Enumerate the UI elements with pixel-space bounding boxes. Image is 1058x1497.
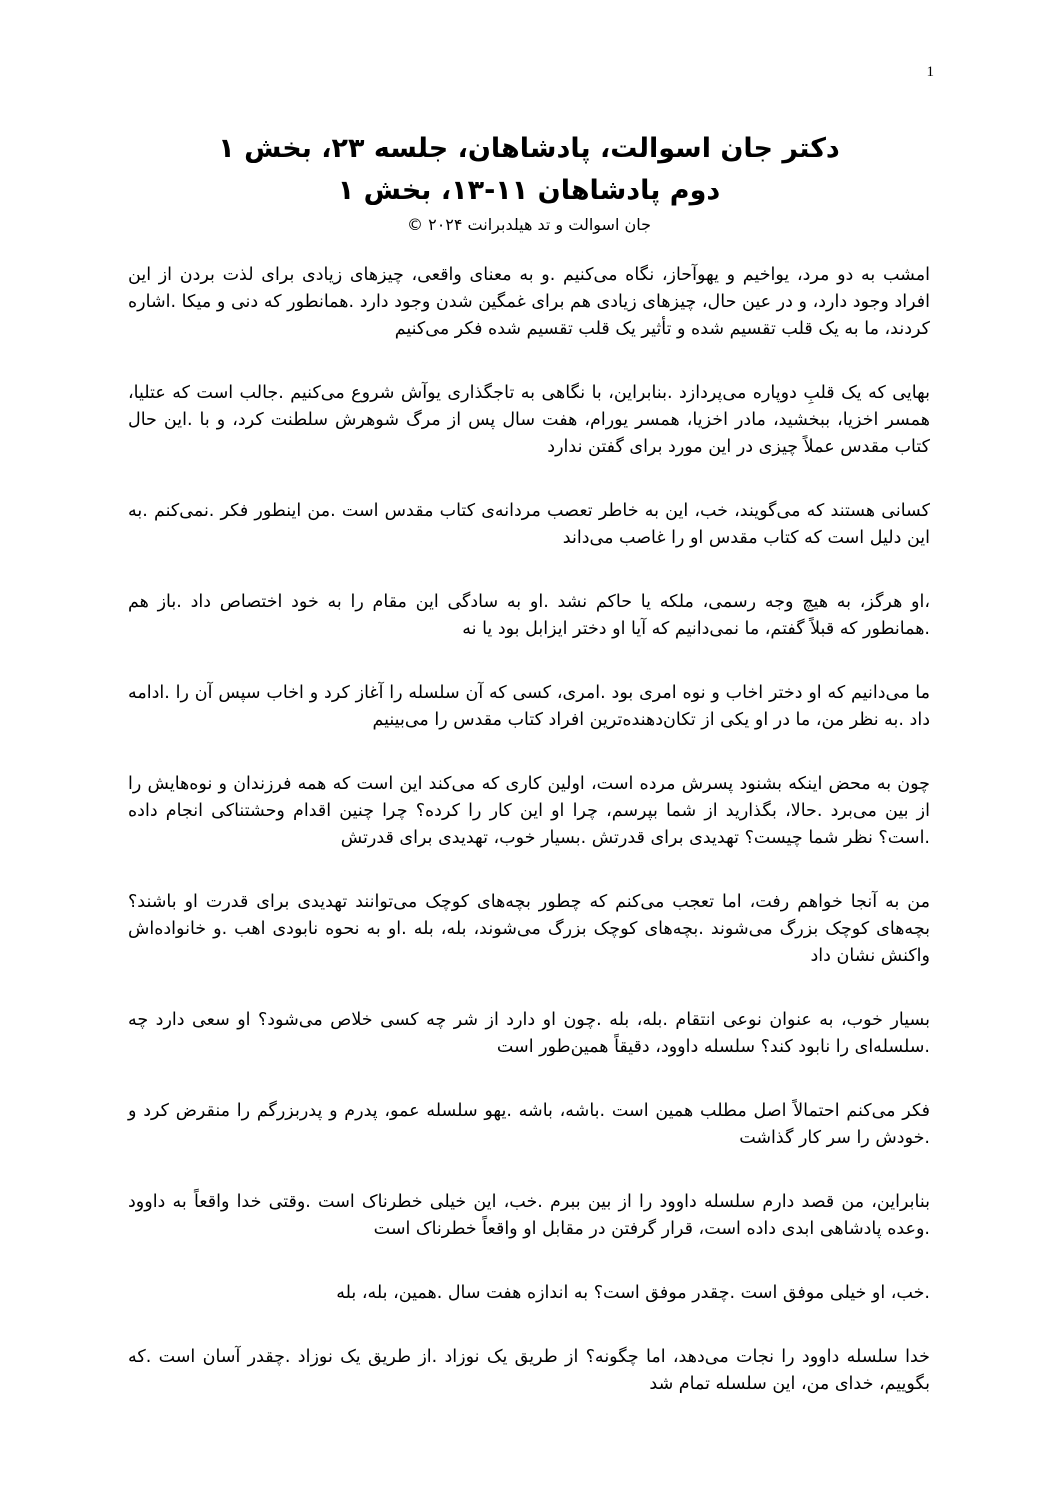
paragraph-10: بنابراین، من قصد دارم سلسله داوود را از بین ببرم .خب، این خیلی خطرناک است .وقتی خدا واقعاً به داوود .وعده پادشاهی ابدی داده است، قرار گرفتن در مقابل او واقعاً خطرناک است xyxy=(128,1192,930,1239)
paragraph-1: امشب به دو مرد، یواخیم و یهوآحاز، نگاه می‌کنیم .و به معنای واقعی، چیزهای زیادی برای لذت بردن از این افراد وجود دارد، و در عین حال، چیزهای زیادی هم برای غمگین شدن وجود دارد .همانطور که دنی و میکا .اشاره کردند، ما به یک قلب تقسیم شده و تأثیر یک قلب تقسیم شده فکر می‌کنیم xyxy=(128,265,930,339)
body-text xyxy=(128,262,930,1435)
paragraph-6: چون به محض اینکه بشنود پسرش مرده است، اولین کاری که می‌کند این است که همه فرزندان و نوه‌هایش را از بین می‌برد .حالا، بگذارید از شما بپرسم، چرا او این کار را کرده؟ چرا چنین اقدام وحشتناکی انجام داده .است؟ نظر شما چیست؟ تهدیدی برای قدرتش .بسیار خوب، تهدیدی برای قدرتش xyxy=(128,774,930,848)
page-number: 1 xyxy=(926,64,934,80)
document-title-line-2: دوم پادشاهان ۱۱-۱۳، بخش ۱ xyxy=(337,175,721,206)
document-title-line-1: دکتر جان اسوالت، پادشاهان، جلسه ۲۳، بخش ۱ xyxy=(218,133,840,164)
paragraph-3: کسانی هستند که می‌گویند، خب، این به خاطر تعصب مردانه‌ی کتاب مقدس است .من اینطور فکر .نمی‌کنم .به این دلیل است که کتاب مقدس او را غاصب می‌داند xyxy=(128,501,930,548)
paragraph-5: ما می‌دانیم که او دختر اخاب و نوه امری بود .امری، کسی که آن سلسله را آغاز کرد و اخاب سپس آن را .ادامه داد .به نظر من، ما در او یکی از تکان‌دهنده‌ترین افراد کتاب مقدس را می‌بینیم xyxy=(128,683,930,730)
paragraph-9: فکر می‌کنم احتمالاً اصل مطلب همین است .باشه، باشه .یهو سلسله عمو، پدرم و پدربزرگم را منقرض کرد و .خودش را سر کار گذاشت xyxy=(128,1101,930,1148)
paragraph-7: من به آنجا خواهم رفت، اما تعجب می‌کنم که چطور بچه‌های کوچک می‌توانند تهدیدی برای قدرت او باشند؟ بچه‌های کوچک بزرگ می‌شوند .بچه‌های کوچک بزرگ می‌شوند، بله، بله .او به نحوه نابودی اهب .و خانواده‌اش واکنش نشان داد xyxy=(128,892,930,966)
paragraph-8: بسیار خوب، به عنوان نوعی انتقام .بله، بله .چون او دارد از شر چه کسی خلاص می‌شود؟ او سعی دارد چه .سلسله‌ای را نابود کند؟ سلسله داوود، دقیقاً همین‌طور است xyxy=(128,1010,930,1057)
paragraph-12: خدا سلسله داوود را نجات می‌دهد، اما چگونه؟ از طریق یک نوزاد .از طریق یک نوزاد .چقدر آسان است .که بگوییم، خدای من، این سلسله تمام شد xyxy=(128,1347,930,1394)
paragraph-2: بهایی که یک قلبِ دوپاره می‌پردازد .بنابراین، با نگاهی به تاجگذاری یوآش شروع می‌کنیم .جالب است که عتلیا، همسر اخزیا، ببخشید، مادر اخزیا، همسر یورام، هفت سال پس از مرگ شوهرش سلطنت کرد، و با .این حال کتاب مقدس عملاً چیزی در این مورد برای گفتن ندارد xyxy=(128,383,930,457)
title-block xyxy=(128,128,930,238)
paragraph-11: .خب، او خیلی موفق است .چقدر موفق است؟ به اندازه هفت سال .همین، بله، بله xyxy=(336,1283,930,1303)
copyright-notice: جان اسوالت و تد هیلدبرانت ۲۰۲۴ © xyxy=(407,215,651,234)
paragraph-4: ،او هرگز، به هیچ وجه رسمی، ملکه یا حاکم نشد .او به سادگی این مقام را به خود اختصاص داد .باز هم .همانطور که قبلاً گفتم، ما نمی‌دانیم که آیا او دختر ایزابل بود یا نه xyxy=(128,592,930,639)
